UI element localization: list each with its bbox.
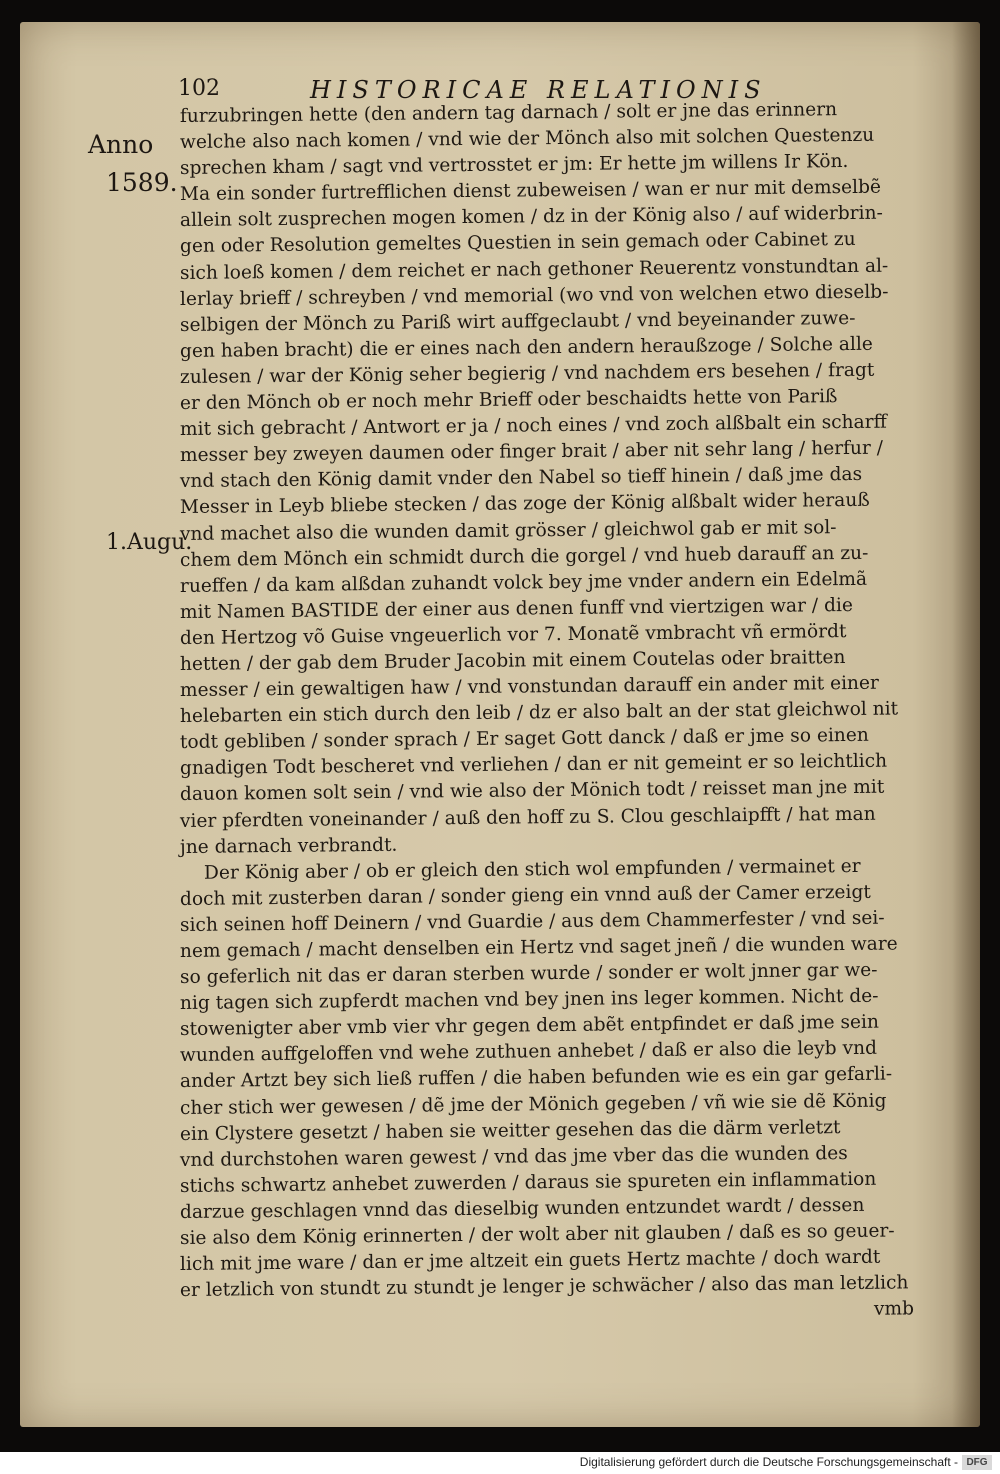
text-line: dauon komen solt sein / vnd wie also der Mönich todt / reisset man jne mit [179,777,885,806]
text-line: stichs schwartz anhebet zuwerden / daraus sie spureten ein inflammation [179,1168,877,1197]
text-line: ander Artzt bey sich ließ ruffen / die haben befunden wie es ein gar gefarli- [179,1064,893,1093]
text-line: vnd durchstohen waren gewest / vnd das jme vber das die wunden des [179,1142,848,1171]
text-line: helebarten ein stich durch den leib / dz er also balt an der stat gleichwol nit [179,698,899,728]
text-line: gnadigen Todt bescheret vnd verliehen / dan er nit gemeint er so leichtlich [179,750,888,780]
text-line: Messer in Leyb bliebe stecken / das zoge der König alßbalt wider herauß [179,490,870,519]
digitization-footer [0,1452,1000,1474]
text-line: sich loeß komen / dem reichet er nach gethoner Reuerentz vonstundtan al- [179,255,889,284]
text-line: furzubringen hette (den andern tag darnach / solt er jne das erinnern [179,99,838,127]
text-line: chem dem Mönch ein schmidt durch die gorgel / vnd hueb darauff an zu- [179,542,869,571]
text-line: gen oder Resolution gemeltes Questien in sein gemach oder Cabinet zu [179,229,856,258]
text-line: mit Namen BASTIDE der einer aus denen funff vnd viertzigen war / die [179,594,854,623]
text-line: selbigen der Mönch zu Pariß wirt auffgeclaubt / vnd beyeinander zuwe- [179,307,856,336]
text-line: hetten / der gab dem Bruder Jacobin mit einem Coutelas oder braitten [179,647,846,675]
text-line: jne darnach verbrandt. [179,834,398,858]
text-line: lerlay brieff / schreyben / vnd memorial (wo vnd von welchen etwo dieselb- [179,281,889,310]
running-title: HISTORICAE RELATIONIS [310,76,767,104]
funding-notice: Digitalisierung gefördert durch die Deutsche Forschungsgemeinschaft - [579,1455,958,1469]
text-line: vier pferdten voneinander / auß den hoff zu S. Clou geschlaipfft / hat man [179,803,876,832]
text-line: gen haben bracht) die er eines nach den andern heraußzoge / Solche alle [179,333,873,362]
text-line: wunden auffgeloffen vnd wehe zuthuen anhebet / daß er also die leyb vnd [179,1038,878,1067]
text-line: allein solt zusprechen mogen komen / dz in der König also / auf widerbrin- [179,203,883,232]
margin-note-year: 1589. [106,168,178,197]
text-line: stowenigter aber vmb vier vhr gegen dem abẽt entpfindet er daß jme sein [179,1011,880,1041]
text-line: lich mit jme ware / dan er jme altzeit ein guets Hertz machte / doch wardt [179,1246,881,1276]
text-line: nem gemach / macht denselben ein Hertz vnd saget jneñ / die wunden ware [179,933,898,962]
catchword: vmb [873,1298,915,1321]
margin-note-anno: Anno [88,130,154,159]
text-line: zulesen / war der König seher begierig / vnd nachdem ers besehen / fragt [179,359,875,388]
dfg-logo: DFG [962,1455,992,1470]
text-line: vnd machet also die wunden damit grösser / gleichwol gab er mit sol- [179,516,837,545]
margin-note-date: 1.Augu. [106,530,193,555]
text-line: todt gebliben / sonder sprach / Er saget Gott danck / daß er jme so einen [179,725,869,754]
text-line: welche also nach komen / vnd wie der Mönch also mit solchen Questenzu [179,124,875,154]
text-line: den Hertzog võ Guise vngeuerlich vor 7. Monatẽ vmbracht vñ ermördt [179,620,847,649]
text-line: messer / ein gewaltigen haw / vnd vonstundan darauff ein ander mit einer [179,672,879,702]
text-line: sprechen kham / sagt vnd vertrosstet er jm: Er hette jm willens Ir Kön. [179,151,849,180]
text-line: mit sich gebracht / Antwort er ja / noch eines / vnd zoch alßbalt ein scharff [179,411,887,441]
text-line: nig tagen sich zupferdt machen vnd bey jnen ins leger kommen. Nicht de- [179,985,879,1015]
text-line: messer bey zweyen daumen oder finger brait / aber nit sehr lang / herfur / [179,437,884,467]
text-line: vnd stach den König damit vnder den Nabel so tieff hinein / daß jme das [179,464,863,493]
text-line: cher stich wer gewesen / dẽ jme der Mönich gegeben / vñ wie sie dẽ König [179,1090,887,1119]
page-number: 102 [178,76,220,101]
text-line: doch mit zusterben daran / sonder gieng ein vnnd auß der Camer erzeigt [179,881,871,910]
text-line: sie also dem König erinnerten / der wolt aber nit glauben / daß es so geuer- [179,1220,895,1250]
text-line: er letzlich von stundt zu stundt je lenger je schwächer / also das man letzlich [179,1272,909,1302]
body-text [179,99,960,1404]
text-line: sich seinen hoff Deinern / vnd Guardie / aus dem Chammerfester / vnd sei- [179,907,885,936]
text-line: Der König aber / ob er gleich den stich wol empfunden / vermainet er [203,855,861,884]
text-line: rueffen / da kam alßdan zuhandt volck bey jme vnder andern ein Edelmã [179,568,868,597]
text-line: so geferlich nit das er daran sterben wurde / sonder er wolt jnner gar we- [179,959,878,989]
text-line: Ma ein sonder furtrefflichen dienst zubeweisen / wan er nur mit demselbẽ [179,176,882,206]
text-line: ein Clystere gesetzt / haben sie weitter gesehen das die därm verletzt [179,1116,841,1145]
text-line: darzue geschlagen vnnd das dieselbig wunden entzundet wardt / dessen [179,1194,865,1223]
text-line: er den Mönch ob er noch mehr Brieff oder beschaidts hette von Pariß [179,386,838,415]
